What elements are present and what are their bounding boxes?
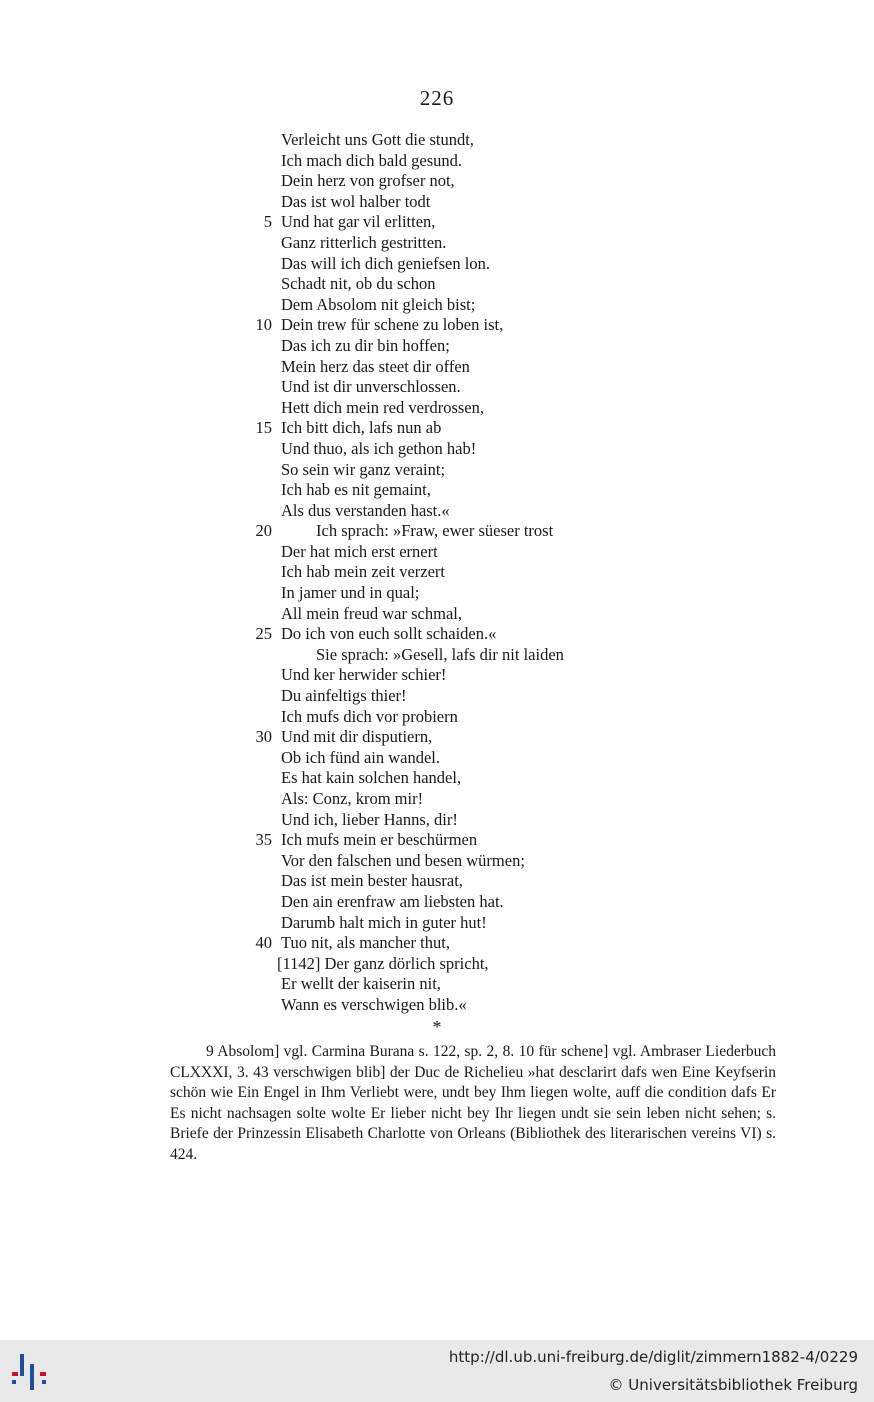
poem xyxy=(0,130,874,1016)
section-separator: * xyxy=(432,1017,442,1037)
poem-line xyxy=(0,171,874,192)
poem-line xyxy=(0,233,874,254)
poem-line xyxy=(0,768,874,789)
line-number: 35 xyxy=(255,830,272,850)
line-text: Das ich zu dir bin hoffen; xyxy=(281,335,450,355)
footnote: 9 Absolom] vgl. Carmina Burana s. 122, sp. 2, 8. 10 für schene] vgl. Ambraser Liederbuch CLXXXI, 3. 43 verschwigen blib] der Duc de Richelieu »hat desclarirt dafs wen Eine Keyfserin schön wie Ein Engel in Ihm Verliebt were, undt bey Ihm liegen wolte, auff die condition dafs Er Es nicht nachsagen solte wolte Er lieber nicht bey Ihr liegen undt sie sein leben nicht sehen; s. Briefe der Prinzessin Elisabeth Charlotte von Orleans (Bibliothek des literarischen vereins VI) s. 424. xyxy=(170,1043,776,1163)
poem-line xyxy=(0,707,874,728)
page-number: 226 xyxy=(419,86,455,110)
footer-url[interactable]: http://dl.ub.uni-freiburg.de/diglit/zimmern1882-4/0229 xyxy=(448,1348,858,1366)
poem-line xyxy=(0,789,874,810)
line-text: Dem Absolom nit gleich bist; xyxy=(281,294,476,314)
line-text: Vor den falschen und besen würmen; xyxy=(281,850,525,870)
line-text: Verleicht uns Gott die stundt, xyxy=(281,130,474,149)
poem-line xyxy=(0,274,874,295)
line-number: 10 xyxy=(255,315,272,335)
poem-line xyxy=(0,295,874,316)
poem-line xyxy=(0,830,874,851)
poem-line xyxy=(0,913,874,934)
ub-freiburg-logo-icon[interactable] xyxy=(10,1350,54,1394)
line-text: Du ainfeltigs thier! xyxy=(281,686,407,706)
line-text: Den ain erenfraw am liebsten hat. xyxy=(281,891,504,911)
line-text: Und ker herwider schier! xyxy=(281,665,447,685)
poem-line xyxy=(0,192,874,213)
poem-line xyxy=(0,871,874,892)
line-text: Und mit dir disputiern, xyxy=(281,727,433,747)
poem-line xyxy=(0,357,874,378)
line-number: 25 xyxy=(255,624,272,644)
poem-line xyxy=(0,933,874,954)
footer-copyright: © Universitätsbibliothek Freiburg xyxy=(608,1376,858,1394)
poem-line xyxy=(0,974,874,995)
line-text: Mein herz das steet dir offen xyxy=(281,356,470,376)
line-text: Und hat gar vil erlitten, xyxy=(281,212,436,232)
poem-line xyxy=(0,439,874,460)
poem-line xyxy=(0,562,874,583)
line-text: Ich mufs dich vor probiern xyxy=(281,706,458,726)
line-text: Der hat mich erst ernert xyxy=(281,541,438,561)
poem-line xyxy=(0,501,874,522)
line-text: Schadt nit, ob du schon xyxy=(281,274,436,294)
line-text: Er wellt der kaiserin nit, xyxy=(281,974,441,994)
line-text: Ich hab es nit gemaint, xyxy=(281,480,431,500)
line-number: 15 xyxy=(255,418,272,438)
poem-line xyxy=(0,727,874,748)
line-text: Das ist wol halber todt xyxy=(281,191,431,211)
line-text: Ganz ritterlich gestritten. xyxy=(281,232,447,252)
poem-line xyxy=(0,460,874,481)
poem-line xyxy=(0,583,874,604)
line-text: So sein wir ganz veraint; xyxy=(281,459,446,479)
poem-line xyxy=(0,748,874,769)
poem-line xyxy=(0,398,874,419)
line-text: Als dus verstanden hast.« xyxy=(281,500,450,520)
poem-line xyxy=(0,254,874,275)
line-text: Als: Conz, krom mir! xyxy=(281,789,424,808)
poem-line xyxy=(0,480,874,501)
line-text: Ob ich fünd ain wandel. xyxy=(281,747,440,767)
poem-line xyxy=(0,542,874,563)
poem-line xyxy=(0,418,874,439)
line-number: 5 xyxy=(263,212,272,232)
line-text: Dein trew für schene zu loben ist, xyxy=(281,315,504,335)
poem-line xyxy=(0,851,874,872)
poem-line xyxy=(0,212,874,233)
line-text: Das ist mein bester hausrat, xyxy=(281,871,463,891)
poem-line xyxy=(0,892,874,913)
poem-line xyxy=(0,336,874,357)
line-text: Ich mach dich bald gesund. xyxy=(281,150,462,170)
footer-bar xyxy=(0,1340,874,1402)
line-text: Hett dich mein red verdrossen, xyxy=(281,397,484,417)
line-text: [1142] Der ganz dörlich spricht, xyxy=(277,953,489,973)
poem-line xyxy=(0,665,874,686)
line-text: Wann es verschwigen blib.« xyxy=(281,994,467,1014)
poem-line xyxy=(0,377,874,398)
poem-line xyxy=(0,151,874,172)
poem-line xyxy=(0,810,874,831)
line-text: All mein freud war schmal, xyxy=(281,603,462,623)
line-text: Sie sprach: »Gesell, lafs dir nit laiden xyxy=(316,644,564,664)
line-text: Es hat kain solchen handel, xyxy=(281,768,462,788)
poem-line xyxy=(0,624,874,645)
poem-line xyxy=(0,995,874,1016)
line-text: Ich hab mein zeit verzert xyxy=(281,562,445,582)
line-text: Das will ich dich geniefsen lon. xyxy=(281,253,490,273)
line-text: Tuo nit, als mancher thut, xyxy=(281,933,450,953)
line-text: Ich sprach: »Fraw, ewer süeser trost xyxy=(316,521,554,541)
line-number: 30 xyxy=(255,727,272,747)
line-text: Dein herz von grofser not, xyxy=(281,171,455,191)
poem-line xyxy=(0,521,874,542)
line-text: Und ich, lieber Hanns, dir! xyxy=(281,809,458,829)
poem-line xyxy=(0,954,874,975)
line-text: Ich bitt dich, lafs nun ab xyxy=(281,418,442,438)
line-number: 40 xyxy=(255,933,272,953)
poem-line xyxy=(0,686,874,707)
line-text: In jamer und in qual; xyxy=(281,583,420,603)
line-text: Do ich von euch sollt schaiden.« xyxy=(281,624,497,644)
line-text: Und thuo, als ich gethon hab! xyxy=(281,438,477,458)
line-text: Ich mufs mein er beschürmen xyxy=(281,830,478,850)
poem-line xyxy=(0,130,874,151)
poem-line xyxy=(0,645,874,666)
poem-line xyxy=(0,604,874,625)
line-text: Und ist dir unverschlossen. xyxy=(281,377,461,397)
line-number: 20 xyxy=(255,521,272,541)
line-text: Darumb halt mich in guter hut! xyxy=(281,912,487,932)
poem-line xyxy=(0,315,874,336)
